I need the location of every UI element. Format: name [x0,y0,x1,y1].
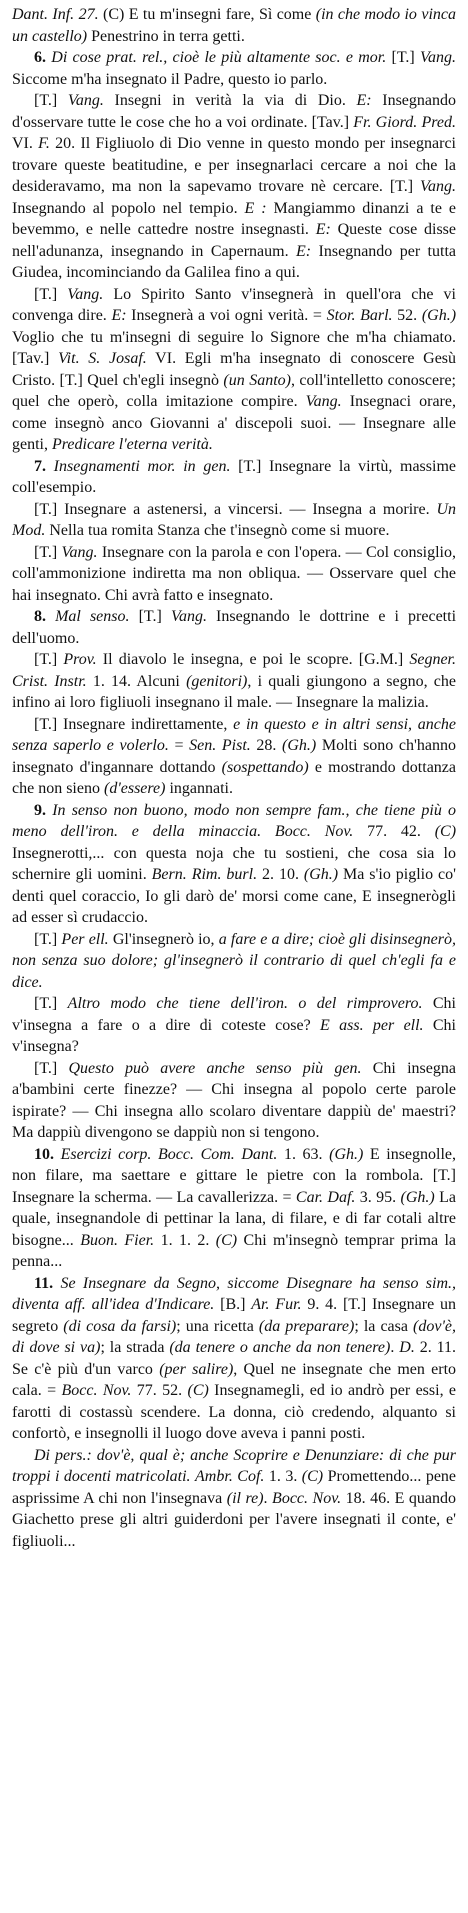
text-segment: Questo può avere anche senso più gen. [68,1059,362,1077]
text-segment: Ambr. Cof. [195,1468,265,1485]
text-segment: Per ell. [61,930,109,948]
text-segment: Chi insegna a'bambini certe finezze? — Chi insegna al popolo certe parole ispirate? — Chi insegna allo scolaro diventare dappiù de' maestri? Ma dappiù divengono se dappiù non si tengono. [12,1059,456,1141]
text-segment: Chi m'insegnò temprar prima la penna... [12,1231,457,1270]
text-segment: Esercizi corp. [60,1145,152,1163]
text-segment: Nella tua romita Stanza che t'insegnò come si muore. [45,522,390,539]
text-segment: 28. [250,737,283,754]
text-segment: Vang. [67,285,104,303]
text-segment: Lo Spirito Santo v'insegnerà in quell'ora che vi convenga dire. [12,285,456,324]
text-segment: 1. 1. 2. [154,1231,216,1249]
text-segment: [B.] [214,1296,252,1313]
text-segment: (C) [215,1231,238,1249]
entry-paragraph [12,606,456,649]
text-segment: Vang. [67,92,104,109]
text-segment: Queste cose disse nell'adunanza, insegnando in Capernaum. [12,221,456,260]
text-segment: [T.] Insegnare indirettamente, [34,715,234,733]
text-segment: Insegnerotti,... con questa noja che tu sostieni, che cosa sia lo schernire gli uomini. [12,844,456,883]
entry-paragraph [12,1058,456,1144]
text-segment: (il re) [226,1489,264,1507]
text-segment: a fare e a dire; cioè gli disinsegnerò, non senza suo dolore; gl'insegnerò il contrario di quel ch'egli fa e dice. [12,930,457,991]
text-segment: (C) [187,1382,209,1399]
text-segment: (un Santo) [223,371,291,389]
text-segment: Bocc. Nov. [274,823,354,840]
text-segment: , i quali giungono a segno, che infino ai loro figliuoli insegnano il male. — Insegnare la malizia. [12,672,457,711]
entry-paragraph [12,1144,456,1273]
text-segment: 18. 46. E quando Giachetto prese gli altri guiderdoni per l'avere insegnati il conte, e' figliuoli... [12,1489,457,1550]
text-segment: Il diavolo le insegna, e poi le scopre. [G.M.] [96,651,410,668]
text-segment: Vang. [170,608,207,625]
text-segment: (da tenere o anche da non tenere) [169,1339,391,1356]
text-segment: Segner. Crist. Instr. [12,651,456,690]
entry-paragraph [12,284,456,456]
text-segment: Molti sono ch'hanno insegnato d'ingannare dottando [12,737,457,776]
entry-paragraph [12,1445,456,1553]
text-segment: Insegnando al popolo nel tempio. [12,199,245,217]
text-segment: In senso non buono, modo non sempre fam., che tiene più o meno dell'iron. e della minaccia. [12,801,457,840]
text-segment: 20. Il Figliuolo di Dio venne in questo mondo per insegnarci trovare queste beatitudine, e per insegnarlaci cercare a noi che la desideravamo, ma non la sapevamo trovare nè cercare. [T.] [12,135,456,195]
text-segment: [T.] [386,49,421,66]
text-segment: . [263,1489,273,1507]
text-segment: ; la strada [100,1339,170,1356]
text-segment: (d'essere) [103,780,166,797]
entry-paragraph [12,90,456,284]
text-segment: Stor. Barl. [326,307,393,324]
text-segment: Di pers.: dov'è, qual è; anche Scoprire e Denunziare: di che pur troppi i docenti matricolati. [12,1446,456,1485]
text-segment: Insegnando per tutta Giudea, incominciando da Galilea fino a qui. [12,242,456,281]
text-segment: 1. 63. [277,1145,330,1163]
text-segment: Un Mod. [12,500,456,539]
text-segment: Insegnare con la parola e con l'opera. — Col consiglio, coll'ammonizione indiretta ma non obliqua. — Osservare quel che hai insegnato. Chi avrà fatto e insegnato. [12,543,456,604]
text-segment: 9. [34,801,53,819]
text-segment: 6. [34,49,52,66]
text-segment: [T.] [34,651,64,668]
entry-paragraph [12,714,456,800]
text-segment [261,823,275,840]
text-segment: Dant. Inf. 27. [12,6,103,23]
text-segment: (genitori) [186,672,248,690]
text-segment: Voglio che tu m'insegni di seguire lo Signore che m'ha chiamato. [Tav.] [12,328,456,367]
text-segment: ; una ricetta [176,1317,259,1335]
text-segment: Se Insegnare da Segno, siccome Disegnare ha senso sim., diventa aff. all'idea d'Indicare. [12,1274,457,1313]
text-segment: (da preparare) [258,1317,355,1335]
text-segment: VI. [12,135,39,152]
text-segment: ingannati. [165,780,233,797]
text-segment: E: [356,92,372,109]
text-segment: (dov'è, di dove si va) [12,1317,456,1356]
text-segment: Fr. Giord. Pred. [353,113,456,131]
text-segment: 52. [392,307,422,324]
text-segment: (C) [434,823,457,840]
text-segment: Siccome m'ha insegnato il Padre, questo io parlo. [12,70,328,88]
entry-paragraph [12,800,456,929]
text-segment: 7. [34,457,54,475]
text-segment: (Gh.) [303,866,339,883]
text-segment: 10. [34,1145,61,1163]
entry-paragraph [12,1273,456,1445]
text-segment: , coll'intelletto conoscere; quel che operò, colla imitazione compire. [12,371,457,410]
text-segment: 11. [34,1274,61,1292]
text-segment: e mostrando dottanza che non sieno [12,758,456,797]
text-segment: D. [399,1339,415,1356]
entry-paragraph [12,456,456,499]
text-segment: Ma s'io piglio co' denti quel coraccio, Io gli darò de' morsi come cane, E insegnerògli ad esser sì crudaccio. [12,866,457,926]
text-segment: 2. 11. Se c'è più d'un varco [12,1339,457,1378]
text-segment: Insegnamenti mor. in gen. [53,457,231,475]
text-segment: 77. 42. [353,823,435,840]
text-segment: E: [111,307,127,324]
text-segment: [T.] [34,543,62,561]
text-segment: (di cosa da farsi) [63,1317,177,1335]
text-segment: Gl'insegnerò io, [108,930,219,948]
text-segment: 1. 3. [264,1468,302,1485]
text-segment: (C) [301,1468,324,1485]
text-segment: Bern. Rim. burl. [151,866,258,883]
text-segment: Car. Daf. [295,1188,356,1206]
text-segment: Insegnando le dottrine e i precetti dell'uomo. [12,608,457,647]
text-segment: Prov. [63,651,97,668]
text-segment: (Gh.) [421,307,457,324]
text-segment: Chi v'insegna? [12,1016,457,1055]
text-segment: Insegnando d'osservare tutte le cose che ho a voi ordinate. [Tav.] [12,92,457,131]
text-segment: . [390,1339,400,1356]
text-segment: Mal senso. [55,608,130,625]
entry-paragraph [12,993,456,1058]
text-segment: Vang. [420,49,457,66]
text-segment: VI. Egli m'ha insegnato di conoscere Gesù Cristo. [T.] Quel ch'egli insegnò [12,350,457,389]
text-segment: (Gh.) [329,1145,364,1163]
text-segment: Bocc. Nov. [272,1489,342,1507]
text-segment: E insegnolle, non filare, ma saettare e gittare le pietre con la rombola. [T.] Insegnare la scherma. — La cavallerizza. = [12,1145,457,1206]
entry-paragraph [12,47,456,90]
text-segment: Altro modo che tiene dell'iron. o del rimprovero. [67,995,423,1012]
text-segment: (per salire) [159,1360,234,1378]
text-segment: Ar. Fur. [251,1296,302,1313]
text-segment: Bocc. Nov. [61,1382,132,1399]
text-segment: (sospettando) [221,758,309,776]
text-segment: Vang. [305,393,342,410]
text-segment: 2. 10. [257,866,304,883]
text-segment: Insegni in verità la via di Dio. [103,92,357,109]
text-segment: Bocc. Com. Dant. [158,1145,278,1163]
text-segment: 3. 95. [355,1188,401,1206]
text-segment: [T.] [34,285,68,303]
entry-paragraph [12,929,456,994]
entry-paragraph [12,4,456,47]
text-segment: 9. 4. [T.] Insegnare un segreto [12,1296,457,1335]
text-segment: (in che modo io vinca un castello) [12,6,456,45]
entry-paragraph [12,542,456,607]
text-segment: E ass. per ell. [320,1016,424,1034]
text-segment: = [168,737,190,754]
text-segment: Predicare l'eterna verità. [52,436,213,453]
text-segment: Insegnamegli, ed io andrò per essi, e farotti di costassù scendere. La donna, ciò credendo, alquanto si confortò, e insegnolli il luogo dove aveva i panni posti. [12,1382,457,1442]
text-segment: [T.] [34,995,68,1012]
text-segment: Mangiammo dinanzi a te e bevemmo, e nelle cattedre nostre insegnasti. [12,199,456,238]
text-segment: e in questo e in altri sensi, anche senza saperlo e volerlo. [12,715,456,754]
entry-paragraph [12,499,456,542]
text-segment: E: [315,221,331,238]
text-segment: Vang. [61,543,98,561]
text-segment: ; la casa [354,1317,414,1335]
text-segment: La quale, insegnandole di pettinar la lana, di filare, e di far cotali altre bisogne... [12,1188,457,1249]
text-segment: Vit. S. Josaf. [58,350,147,367]
text-segment: Di cose prat. rel., cioè le più altamente soc. e mor. [51,49,387,66]
text-segment: F. [38,135,50,152]
text-segment: 1. 14. Alcuni [86,672,187,690]
text-segment: [T.] Insegnare la virtù, massime coll'esempio. [12,457,456,496]
text-segment: Sen. Pist. [189,737,251,754]
text-segment: [T.] [34,92,68,109]
text-segment: Insegnerà a voi ogni verità. = [126,307,327,324]
text-segment: E: [296,242,312,260]
text-segment: E : [244,199,267,217]
text-segment: [T.] [34,1059,69,1077]
text-segment: Chi v'insegna a fare o a dire di coteste cose? [12,995,457,1034]
text-segment: (Gh.) [400,1188,435,1206]
text-segment: Vang. [420,178,456,195]
text-segment: 8. [34,608,56,625]
text-segment: Penestrino in terra getti. [87,27,245,45]
entry-paragraph [12,649,456,714]
text-segment: , Quel ne insegnate che men erto cala. = [12,1360,457,1399]
text-segment: Buon. Fier. [80,1231,155,1249]
text-segment: (Gh.) [282,737,317,754]
text-segment: Insegnaci orare, come insegnò anco Giovanni a' discepoli suoi. — Insegnare alle genti, [12,393,456,453]
text-segment: [T.] [34,930,62,948]
text-segment: Promettendo... pene asprissime A chi non l'insegnava [12,1468,457,1507]
text-segment: [T.] [129,608,171,625]
text-segment: 77. 52. [131,1382,188,1399]
text-segment: (C) E tu m'insegni fare, Sì come [102,6,316,23]
text-segment: [T.] Insegnare a astenersi, a vincersi. — Insegna a morire. [34,500,437,518]
